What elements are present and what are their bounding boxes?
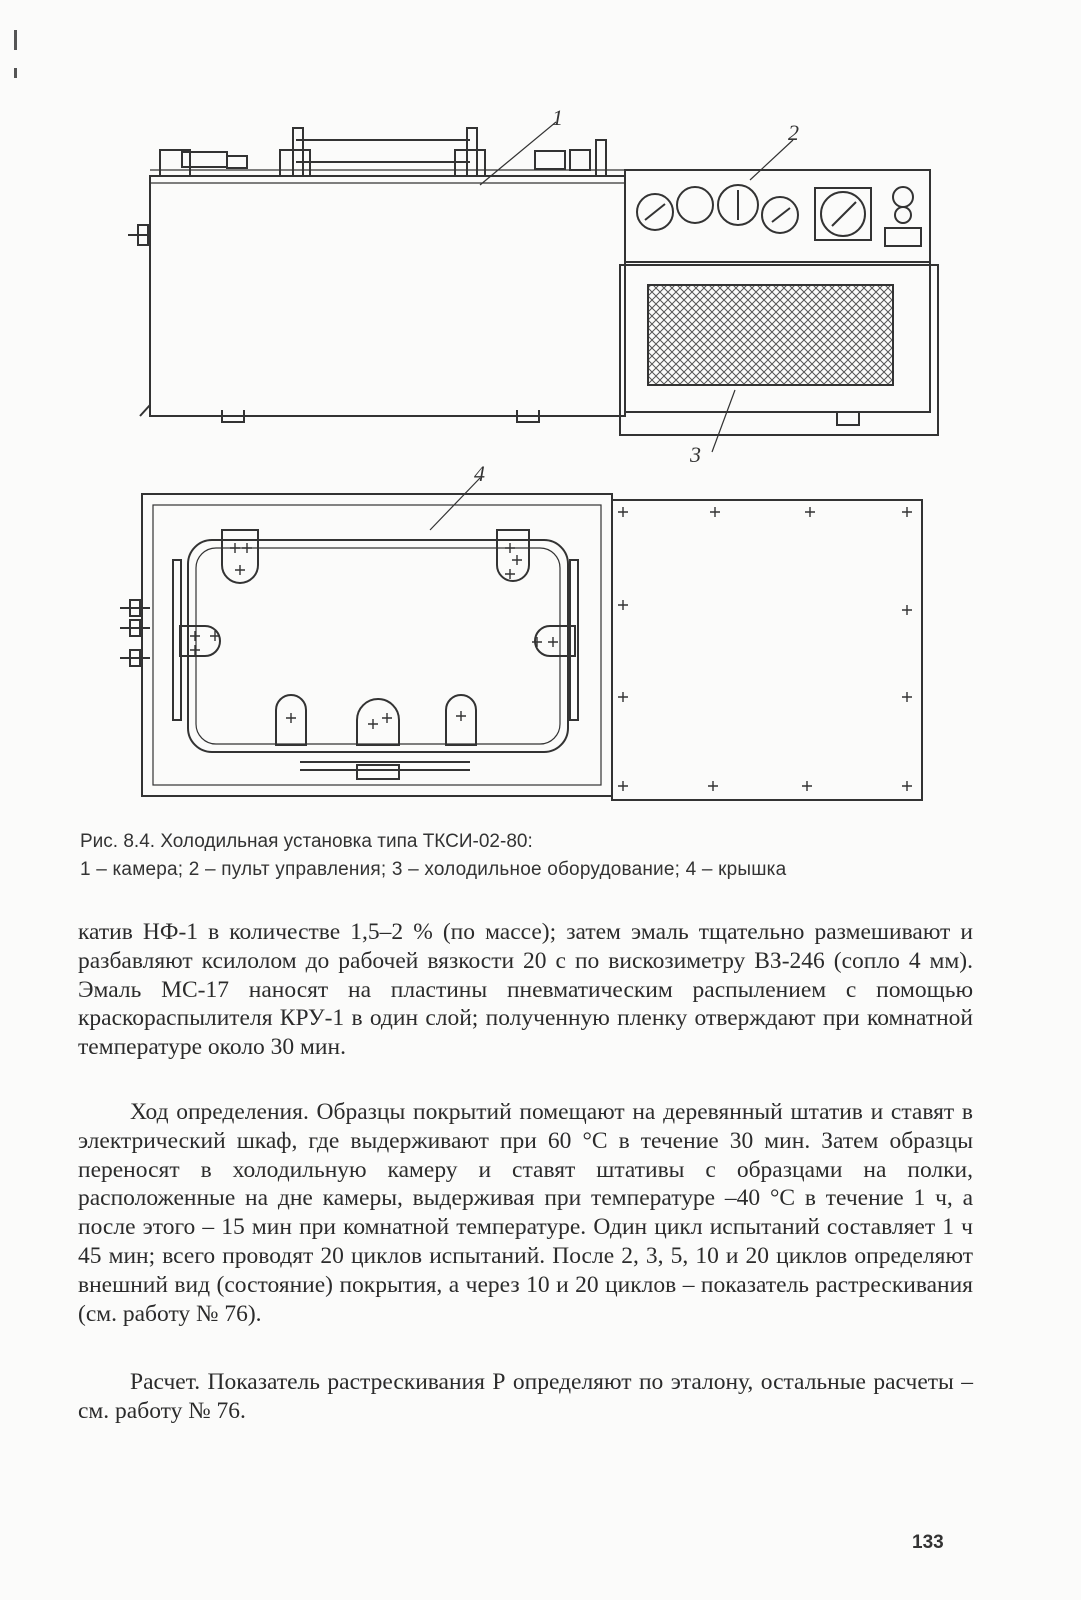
- body-paragraph-2: Ход определения. Образцы покрытий помещают на деревянный штатив и ставят в электрический шкаф, где выдерживают при 60 °С в течение 30 мин. Затем образцы переносят в холодильную камеру и ставят штативы с образцами на полки, расположенные на дне камеры, выдерживая при температуре –40 °С в течение 1 ч, а после этого – 15 мин при комнатной температуре. Один цикл испытаний составляет 1 ч 45 мин; всего проводят 20 циклов испытаний. После 2, 3, 5, 10 и 20 циклов определяют внешний вид (состояние) покрытия, а через 10 и 20 циклов – показатель растрескивания (см. работу № 76).: [78, 1099, 973, 1327]
- figure-caption-legend: 1 – камера; 2 – пульт управления; 3 – холодильное оборудование; 4 – крышка: [80, 859, 787, 880]
- callout-3: 3: [690, 442, 701, 467]
- body-paragraph-3: Расчет. Показатель растрескивания Р определяют по эталону, остальные расчеты – см. работу № 76.: [78, 1369, 973, 1424]
- callout-1: 1: [552, 105, 563, 130]
- figure-caption-title: Рис. 8.4. Холодильная установка типа ТКСИ-02-80:: [80, 831, 533, 852]
- condenser-grille: [648, 285, 893, 385]
- lid-plan-view: [612, 500, 922, 800]
- body-paragraph-1: катив НФ-1 в количестве 1,5–2 % (по массе); затем эмаль тщательно размешивают и разбавляют ксилолом до рабочей вязкости 20 с по вискозиметру ВЗ-246 (сопло 4 мм). Эмаль МС-17 наносят на пластины пневматическим распылением с помощью краскораспылителя КРУ-1 в один слой; полученную пленку отверждают при комнатной температуре около 30 мин.: [78, 919, 973, 1061]
- chamber-plan-view: [120, 494, 612, 796]
- bolt-marks: [190, 507, 912, 791]
- page-number: 133: [912, 1532, 944, 1553]
- callout-4: 4: [474, 461, 485, 486]
- chamber-front-view: [128, 128, 625, 422]
- callout-2: 2: [788, 120, 799, 145]
